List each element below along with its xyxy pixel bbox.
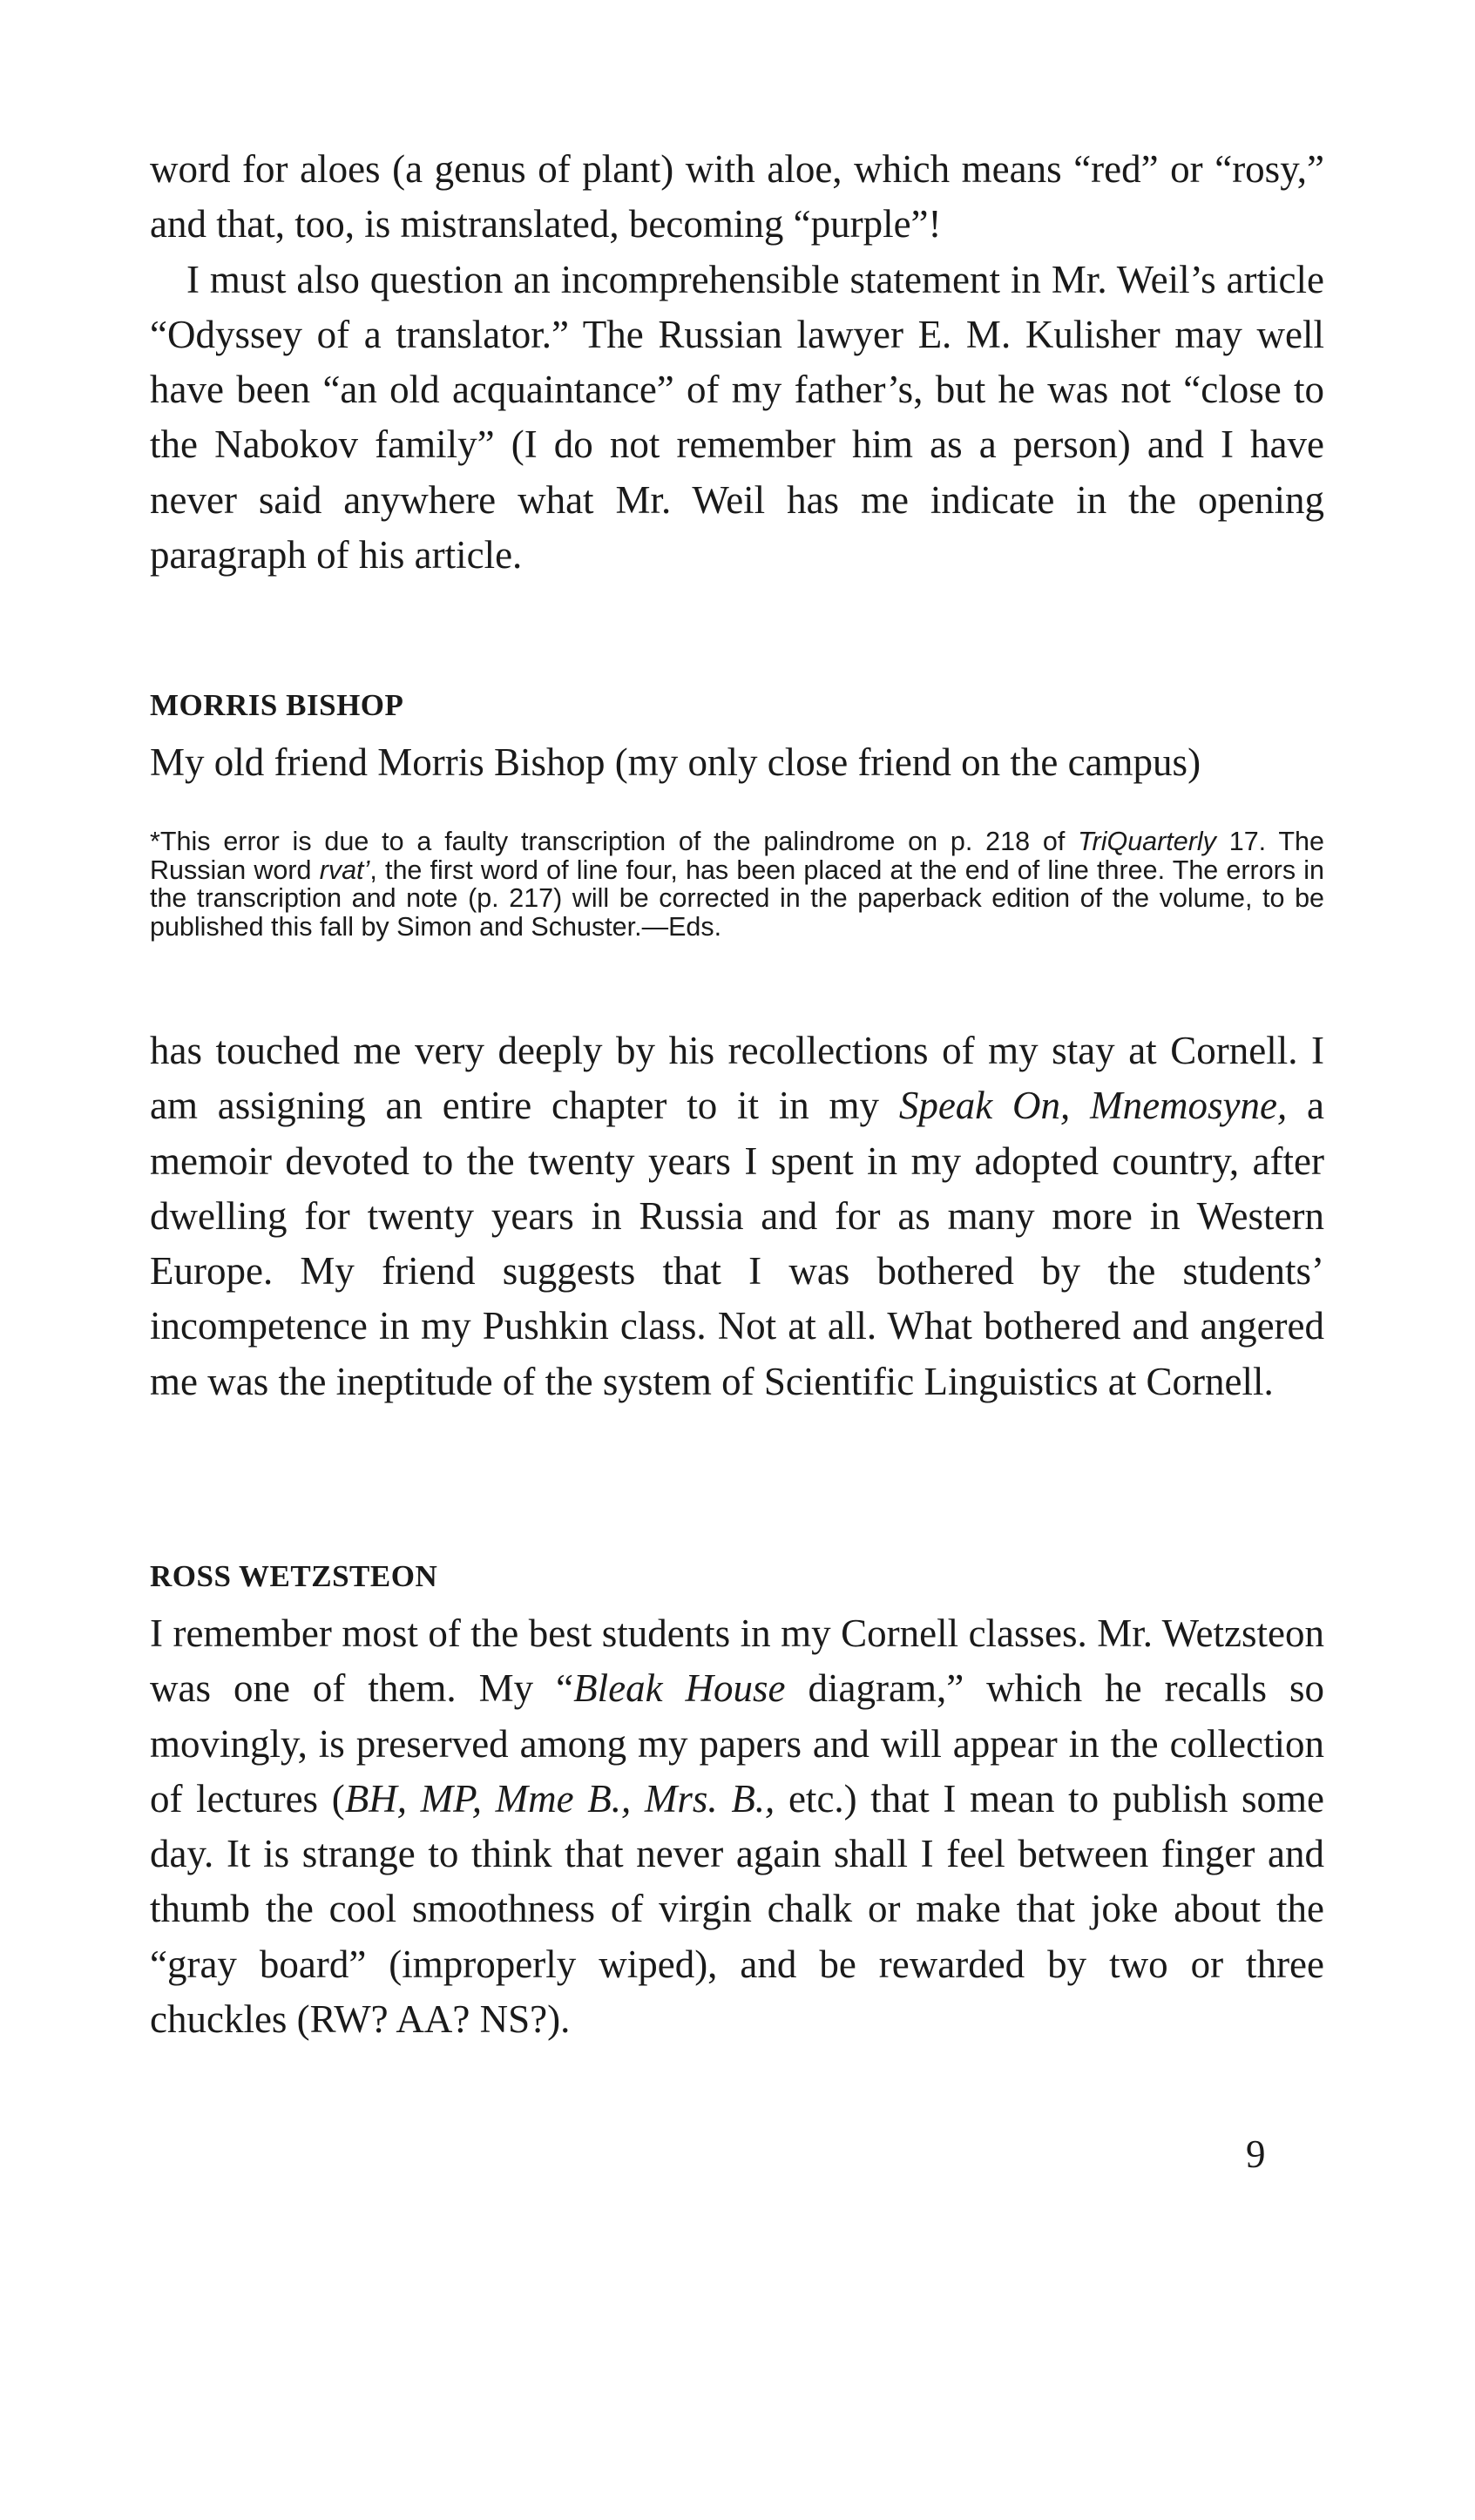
bishop-paragraph	[150, 1024, 1324, 1409]
section-ross-wetzsteon	[150, 1559, 1324, 2047]
footnote	[150, 828, 1324, 941]
memoir-title: Speak On, Mnemosyne,	[898, 1084, 1288, 1128]
bishop-continuation	[150, 1024, 1324, 1409]
paragraph-aloes: word for aloes (a genus of plant) with aloe, which means “red” or “rosy,” and that, too, is mistranslated, becoming “purple”!	[150, 147, 1324, 247]
section-heading: ROSS WETZSTEON	[150, 1559, 438, 1593]
section-heading: MORRIS BISHOP	[150, 688, 404, 722]
wetzsteon-text-2: diagram,” which he recalls so movingly, is preserved among my papers and will appear in the collection of lectures (	[150, 1666, 1325, 1821]
lecture-abbreviations: BH, MP, Mme B., Mrs. B.,	[344, 1776, 775, 1821]
bishop-text-first-line: My old friend Morris Bishop (my only close friend on the campus)	[150, 740, 1201, 784]
bishop-text-1: has touched me very deeply by his recollections of my stay at Cornell. I am assigning an entire chapter to it in my	[150, 1029, 1324, 1128]
bleak-house-title: Bleak House	[573, 1666, 786, 1711]
footnote-word: rvat’	[319, 855, 370, 885]
page-number: 9	[1246, 2132, 1266, 2176]
footnote-text-2: 17. The Russian word	[150, 827, 1324, 885]
footnote-text-3: , the first word of line four, has been placed	[369, 855, 883, 885]
wetzsteon-paragraph	[150, 1606, 1324, 2047]
footnote-line-1: *This error is due to a faulty transcription of the palindrome on p. 218 of	[150, 827, 1066, 856]
wetzsteon-text-3: etc.) that I mean to publish some day. It is strange to think that never again shall I feel between finger and thumb the cool smoothness of virgin chalk or make that joke about the “gray board” (improperly wiped), and be rewarded by two or three chuckles (RW? AA? NS?).	[150, 1776, 1324, 2042]
footnote-text	[150, 828, 1324, 941]
footnote-journal: TriQuarterly	[1078, 827, 1216, 856]
opening-paragraph-block	[150, 142, 1324, 583]
footnote-text-rest: at the end of line three. The errors in the transcription and note (p. 217) will be corrected in the paperback edition of the volume, to be published this fall by Simon and Schuster.—Eds.	[150, 855, 1325, 942]
wetzsteon-text-1: I remember most of the best students in my Cornell classes. Mr. Wetzsteon was one of them. My “	[150, 1611, 1324, 1711]
section-morris-bishop	[150, 688, 1324, 790]
paragraph-weil: I must also question an incomprehensible statement in Mr. Weil’s article “Odyssey of a translator.” The Russian lawyer E. M. Kulisher may well have been “an old acquaintance” of my father’s, but he was not “close to the Nabokov family” (I do not remember him as a person) and I have never said anywhere what Mr. Weil has me indicate in the opening paragraph of his article.	[150, 257, 1324, 578]
bishop-text-2: a memoir devoted to the twenty years I spent in my adopted country, after dwelling for twenty years in Russia and for as many more in Western Europe. My friend suggests that I was bothered by the students’ incompetence in my Pushkin class. Not at all. What bothered and angered me was the ineptitude of the system of Scientific Linguistics at Cornell.	[150, 1084, 1325, 1403]
